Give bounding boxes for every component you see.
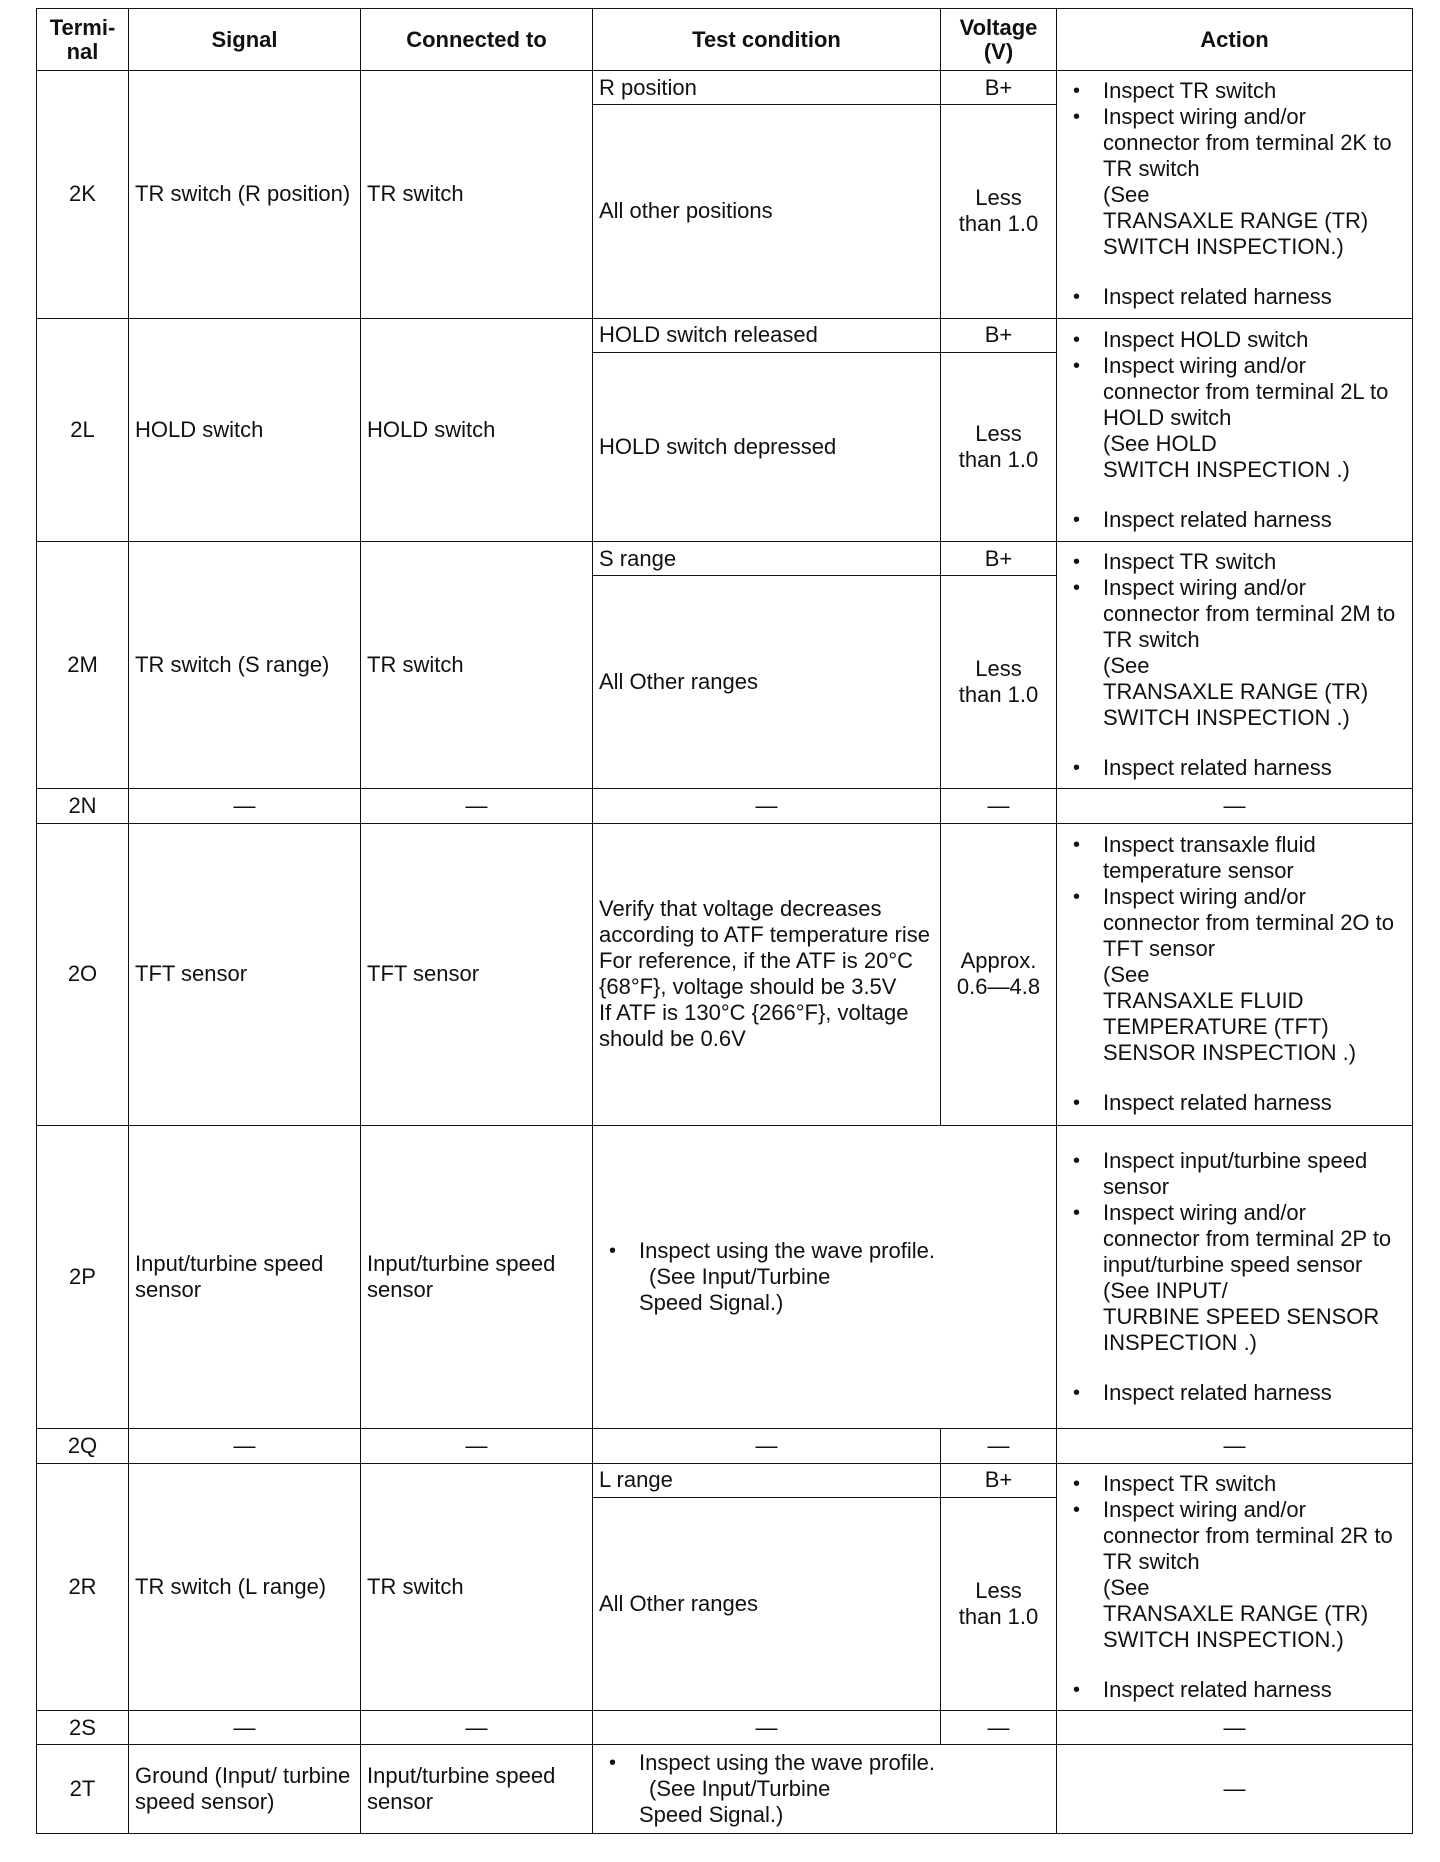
condition-cell: All Other ranges	[593, 1497, 941, 1710]
table-row	[37, 1429, 1413, 1463]
terminal-cell: 2Q	[37, 1429, 129, 1463]
action-cell	[1057, 71, 1413, 319]
header-test-condition: Test condition	[593, 9, 941, 71]
voltage-cell: B+	[941, 1463, 1057, 1497]
empty-cell: —	[593, 1711, 941, 1745]
terminal-cell: 2N	[37, 789, 129, 823]
table-row	[37, 789, 1413, 823]
signal-cell: TR switch (L range)	[129, 1463, 361, 1711]
empty-cell: —	[361, 1711, 593, 1745]
empty-cell: —	[361, 1429, 593, 1463]
empty-cell: —	[593, 1429, 941, 1463]
condition-cell	[593, 1745, 1057, 1834]
terminal-voltage-table	[36, 8, 1413, 1834]
condition-item: • Inspect using the wave profile. (See Input/Turbine Speed Signal.)	[639, 1238, 1050, 1316]
header-terminal: Termi- nal	[37, 9, 129, 71]
terminal-cell: 2R	[37, 1463, 129, 1711]
empty-cell: —	[361, 789, 593, 823]
voltage-cell: Less than 1.0	[941, 105, 1057, 318]
header-voltage: Voltage (V)	[941, 9, 1057, 71]
condition-cell: All other positions	[593, 105, 941, 318]
table-row	[37, 823, 1413, 1125]
signal-cell: Ground (Input/ turbine speed sensor)	[129, 1745, 361, 1834]
header-action: Action	[1057, 9, 1413, 71]
table-row	[37, 1463, 1413, 1497]
action-item: • Inspect related harness	[1103, 507, 1406, 533]
condition-cell: HOLD switch depressed	[593, 352, 941, 541]
empty-cell: —	[129, 1711, 361, 1745]
connected-cell: TFT sensor	[361, 823, 593, 1125]
signal-cell: TR switch (S range)	[129, 541, 361, 789]
condition-cell: All Other ranges	[593, 576, 941, 789]
table-row	[37, 541, 1413, 575]
table-row	[37, 71, 1413, 105]
action-cell	[1057, 318, 1413, 541]
condition-cell: R position	[593, 71, 941, 105]
action-item: • Inspect TR switch	[1103, 549, 1406, 575]
empty-cell: —	[1057, 1711, 1413, 1745]
action-item: • Inspect wiring and/or connector from terminal 2O to TFT sensor (See TRANSAXLE FLUID TEMPERATURE (TFT) SENSOR INSPECTION .)	[1103, 884, 1406, 1066]
action-item: • Inspect TR switch	[1103, 1471, 1406, 1497]
action-item: • Inspect related harness	[1103, 755, 1406, 781]
action-cell	[1057, 541, 1413, 789]
signal-cell: HOLD switch	[129, 318, 361, 541]
action-item: • Inspect wiring and/or connector from terminal 2K to TR switch (See TRANSAXLE RANGE (TR) SWITCH INSPECTION.)	[1103, 104, 1406, 260]
connected-cell: HOLD switch	[361, 318, 593, 541]
action-item: • Inspect related harness	[1103, 284, 1406, 310]
voltage-cell: B+	[941, 541, 1057, 575]
condition-cell: S range	[593, 541, 941, 575]
condition-item: • Inspect using the wave profile. (See Input/Turbine Speed Signal.)	[639, 1750, 1050, 1828]
connected-cell: TR switch	[361, 1463, 593, 1711]
signal-cell: TR switch (R position)	[129, 71, 361, 319]
empty-cell: —	[941, 789, 1057, 823]
condition-cell: HOLD switch released	[593, 318, 941, 352]
action-cell	[1057, 823, 1413, 1125]
voltage-cell: B+	[941, 318, 1057, 352]
voltage-cell: Less than 1.0	[941, 352, 1057, 541]
action-item: • Inspect wiring and/or connector from terminal 2M to TR switch (See TRANSAXLE RANGE (TR) SWITCH INSPECTION .)	[1103, 575, 1406, 731]
empty-cell: —	[941, 1711, 1057, 1745]
table-row	[37, 1745, 1413, 1834]
action-item: • Inspect wiring and/or connector from terminal 2P to input/turbine speed sensor (See INPUT/ TURBINE SPEED SENSOR INSPECTION .)	[1103, 1200, 1406, 1356]
action-item: • Inspect TR switch	[1103, 78, 1406, 104]
connected-cell: Input/turbine speed sensor	[361, 1125, 593, 1429]
signal-cell: Input/turbine speed sensor	[129, 1125, 361, 1429]
action-item: • Inspect related harness	[1103, 1090, 1406, 1116]
action-cell	[1057, 1125, 1413, 1429]
voltage-cell: Less than 1.0	[941, 1497, 1057, 1710]
empty-cell: —	[129, 1429, 361, 1463]
header-connected-to: Connected to	[361, 9, 593, 71]
terminal-cell: 2S	[37, 1711, 129, 1745]
terminal-cell: 2P	[37, 1125, 129, 1429]
empty-cell: —	[129, 789, 361, 823]
terminal-cell: 2T	[37, 1745, 129, 1834]
voltage-cell: Less than 1.0	[941, 576, 1057, 789]
connected-cell: Input/turbine speed sensor	[361, 1745, 593, 1834]
empty-cell: —	[593, 789, 941, 823]
table-row	[37, 318, 1413, 352]
condition-cell	[593, 1125, 1057, 1429]
empty-cell: —	[1057, 1429, 1413, 1463]
condition-cell: L range	[593, 1463, 941, 1497]
header-signal: Signal	[129, 9, 361, 71]
voltage-cell: B+	[941, 71, 1057, 105]
table-row	[37, 1125, 1413, 1429]
terminal-cell: 2M	[37, 541, 129, 789]
condition-cell: Verify that voltage decreases according to ATF temperature rise For reference, if the ATF is 20°C {68°F}, voltage should be 3.5V If ATF is 130°C {266°F}, voltage should be 0.6V	[593, 823, 941, 1125]
table-row	[37, 1711, 1413, 1745]
terminal-cell: 2L	[37, 318, 129, 541]
empty-cell: —	[1057, 789, 1413, 823]
action-item: • Inspect transaxle fluid temperature sensor	[1103, 832, 1406, 884]
connected-cell: TR switch	[361, 541, 593, 789]
action-item: • Inspect wiring and/or connector from terminal 2L to HOLD switch (See HOLD SWITCH INSPECTION .)	[1103, 353, 1406, 483]
action-item: • Inspect related harness	[1103, 1380, 1406, 1406]
terminal-cell: 2K	[37, 71, 129, 319]
action-item: • Inspect related harness	[1103, 1677, 1406, 1703]
action-item: • Inspect wiring and/or connector from terminal 2R to TR switch (See TRANSAXLE RANGE (TR) SWITCH INSPECTION.)	[1103, 1497, 1406, 1653]
empty-cell: —	[941, 1429, 1057, 1463]
action-item: • Inspect HOLD switch	[1103, 327, 1406, 353]
terminal-cell: 2O	[37, 823, 129, 1125]
empty-cell: —	[1057, 1745, 1413, 1834]
action-item: • Inspect input/turbine speed sensor	[1103, 1148, 1406, 1200]
header-row	[37, 9, 1413, 71]
action-cell	[1057, 1463, 1413, 1711]
connected-cell: TR switch	[361, 71, 593, 319]
voltage-cell: Approx. 0.6—4.8	[941, 823, 1057, 1125]
signal-cell: TFT sensor	[129, 823, 361, 1125]
